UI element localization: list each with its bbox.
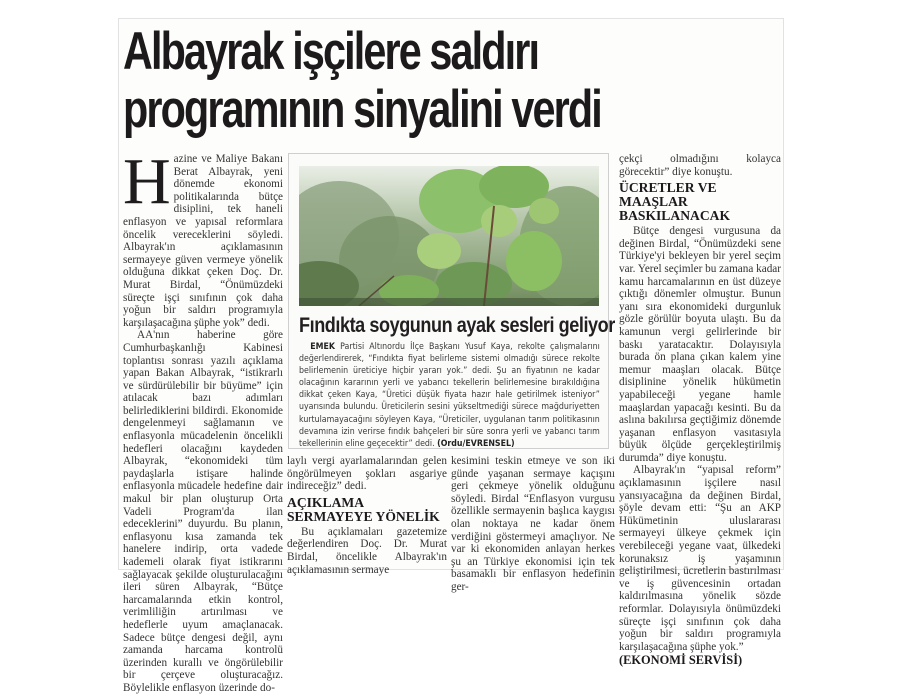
box-lead-bold: EMEK — [310, 341, 335, 351]
body-paragraph: AA'nın haberine göre Cumhurbaşkanlığı Kabinesi toplantısı sonrası yazılı açıklama yapan Bakan Albayrak, “istikrarlı ve sürdürülebilir bir büyüme” için atılacak bazı adımları belirlediklerini bildirdi. Ekonomide dengelenmeyi sağlamanın ve enflasyonla mücadelenin öncelikli hedefleri olacağını kaydeden Albayrak, “ekonomideki tüm paydaşlarla istişare halinde enflasyonla mücadele hedefine dair makul bir plan oluşturup Orta Vadeli Program'da ilan edeceklerini” duyurdu. Bu planın, enflasyonu kısa zamanda tek hanelere indirip, orta vadede kademeli olarak fiyat istikrarını sağlayacak şekilde oluşturulacağını ileri süren Albayrak, “Bütçe harcamalarında etkin kontrol, verimliliğin artırılması ve hedeflerle uyum amaçlanacak. Sadece bütçe dengesi değil, aynı zamanda harcama kontrolü üzerinden kurallı ve öngörülebilir bir çerçeve oluşturacağız. Böylelikle enflasyon üzerinde do- — [123, 329, 283, 694]
body-paragraph: Albayrak'ın “yapısal reform” açıklamasının işçilere nasıl yansıyacağına da değinen Birdal, şöyle devam etti: “Şu an AKP Hükümetinin uluslararası sermayeyi ülkeye çekmek için verebileceği yegane vaat, ülkedeki korunaksız iş yaşamının geliştirilmesi, ücretlerin bastırılması ve iş güvencesinin ortadan kaldırılmasına yönelik sözde reformlar. Dolayısıyla önümüzdeki süreçte işçi sınıfının çok daha yoğun bir saldırı programıyla karşılaşacağına şüphe yok.” — [619, 464, 781, 653]
box-text: Partisi Altınordu İlçe Başkanı Yusuf Kaya, rekolte çalışmalarını değerlendirerek, “Fındıkta fiyat belirleme sistemi olmadığı sürece rekolte belirlemenin üreticiye hiçbir yararı yok.” dedi. Şu an fiyatının ne kadar olacağının kararının yerli ve yabancı tekellerin belirlemesine bırakıldığına dikkat çeken Kaya, “Üretici düşük fiyata hazır hale getirilmek isteniyor” uyarısında bulundu. Üreticilerin sesini yükseltmediği sürece mağduriyetten kurtulamayacağını söyleyen Kaya, “Üreticiler, uygulanan tarım politikasının devamına izin verirse fındık bahçeleri bir süre sonra yerli ve yabancı tarım tekellerinin eline geçecektir” dedi. — [299, 341, 600, 448]
newspaper-clipping — [118, 18, 784, 694]
drop-cap: H — [123, 145, 171, 218]
sidebar-news-box — [288, 153, 615, 449]
article-column-1 — [123, 145, 283, 695]
box-body — [299, 340, 600, 449]
subheading-aciklama: AÇIKLAMA SERMAYEYE YÖNELİK — [287, 494, 440, 524]
body-paragraph: Bütçe dengesi vurgusuna da değinen Birdal, “Önümüzdeki sene Türkiye'yi bekleyen bir yerel seçim var. Yerel seçimler bu zamana kadar kamu harcamalarının en üst düzeye çıktığı dönemler olmuştur. Bunun yanı sıra ekonomideki durgunluk gözle görülür boyuta ulaştı. Bu da kamunun vergi gelirlerinde bir baskı yaratacaktır. Dolayısıyla burada ön plana çıkan kalem yine memur maaşları olacak. Bütçe disiplinine yönelik hükümetin yapabileceği yegane hamle maaşlardan yapacağı kesinti. Bu da aslına bakılırsa geçtiğimiz dönemde yaşanan enflasyon vasıtasıyla büyük ölçüde gerçekleştirilmiş durumda” diye konuştu. — [619, 225, 781, 464]
hazelnut-photo — [299, 166, 599, 306]
headline-line-1: Albayrak işçilere saldırı — [123, 22, 539, 81]
headline-line-2: programının sinyalini verdi — [123, 80, 601, 139]
subheading-ucretler: ÜCRETLER VE MAAŞLAR BASKILANACAK — [619, 180, 731, 224]
continuation-text: laylı vergi ayarlamalarından gelen öngörülmeyen şokları asgariye indireceğiz” dedi. — [287, 455, 447, 493]
headline — [123, 23, 786, 139]
body-paragraph: Bu açıklamaları gazetemize değerlendiren Doç. Dr. Murat Birdal, öncelikle Albayrak'ın açıklamasının sermaye — [287, 525, 447, 576]
article-column-3 — [451, 455, 615, 594]
article-column-4 — [619, 153, 781, 667]
box-title: Fındıkta soygunun ayak sesleri geliyor — [299, 314, 615, 337]
continuation-text: kesimini teskin etmeye ve son iki günde yaşanan sermaye kaçışını geri çekmeye yönelik olduğunu söyledi. Birdal “Enflasyon vurgusu özellikle sermayenin başlıca kaygısı olan noktaya ne kadar önem verdiğini göstermeyi amaçlıyor. Ne var ki ekonomiden anlayan herkes şu an Türkiye ekonomisi için tek basamaklı bir enflasyon hedefinin ger- — [451, 455, 615, 593]
box-paragraph — [299, 340, 600, 449]
article-column-2 — [287, 455, 447, 576]
hazelnut-branch-photo-icon — [299, 166, 599, 306]
lead-text: azine ve Maliye Bakanı Berat Albayrak, yeni dönemde ekonomi politikalarında bütçe disiplini, tek haneli enflasyon ve yapısal reformlara öncelik vereceklerini söyledi. Albayrak'ın açıklamasının sermayeye güven vermeye yönelik olduğuna dikkat çeken Doç. Dr. Murat Birdal, “Önümüzdeki süreçte işçi sınıfının çok daha yoğun bir saldırı programıyla karşılaşacağına şüphe yok” dedi. — [123, 153, 283, 329]
lead-paragraph — [123, 145, 283, 329]
box-credit: (Ordu/EVRENSEL) — [437, 437, 515, 448]
byline-signature: (EKONOMİ SERVİSİ) — [619, 653, 743, 668]
continuation-text: çekçi olmadığını kolayca görecektir” diye konuştu. — [619, 153, 781, 178]
